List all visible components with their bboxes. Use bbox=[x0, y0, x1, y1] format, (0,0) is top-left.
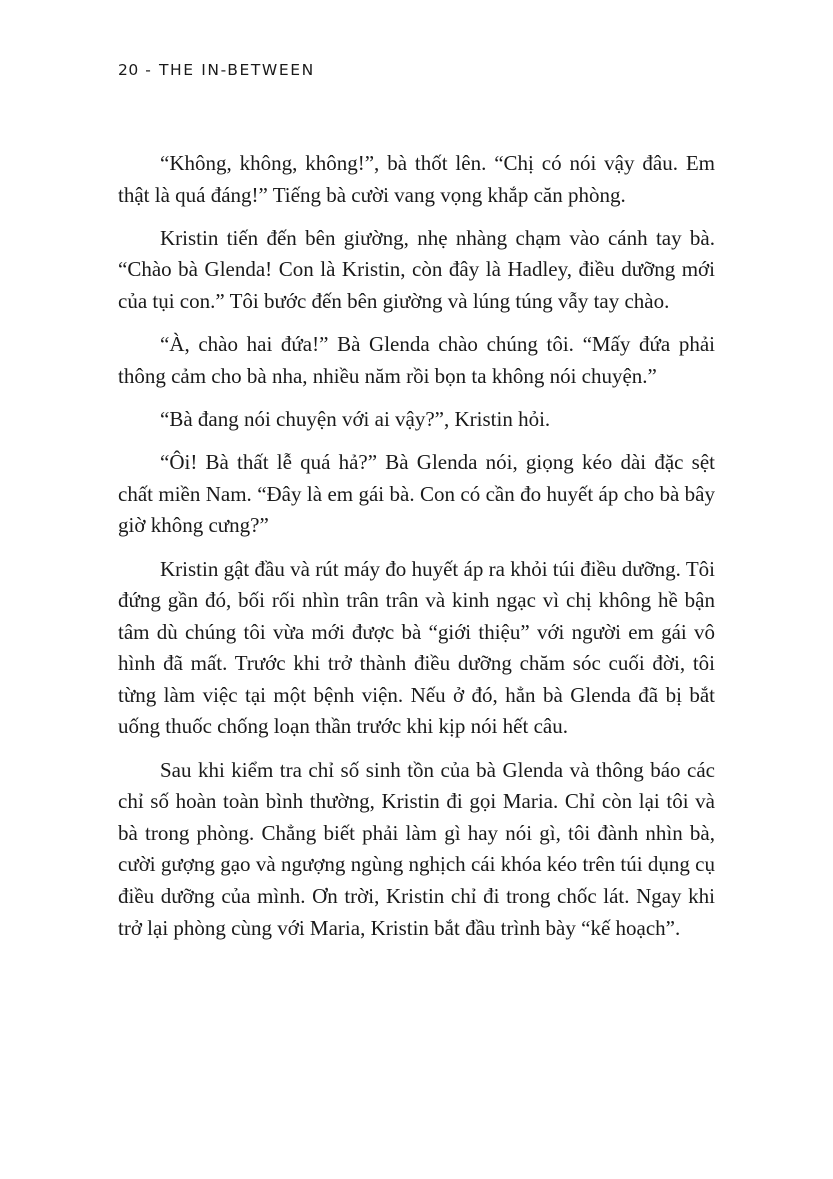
page-number: 20 bbox=[118, 61, 139, 79]
body-text bbox=[118, 148, 715, 956]
paragraph: “À, chào hai đứa!” Bà Glenda chào chúng tôi. “Mấy đứa phải thông cảm cho bà nha, nhiều năm rồi bọn ta không nói chuyện.” bbox=[118, 332, 715, 388]
paragraph: Sau khi kiểm tra chỉ số sinh tồn của bà Glenda và thông báo các chỉ số hoàn toàn bình thường, Kristin đi gọi Maria. Chỉ còn lại tôi và bà trong phòng. Chẳng biết phải làm gì hay nói gì, tôi đành nhìn bà, cười gượng gạo và ngượng ngùng nghịch cái khóa kéo trên túi dụng cụ điều dưỡng của mình. Ơn trời, Kristin chỉ đi trong chốc lát. Ngay khi trở lại phòng cùng với Maria, Kristin bắt đầu trình bày “kế hoạch”. bbox=[118, 757, 715, 940]
paragraph: “Ôi! Bà thất lễ quá hả?” Bà Glenda nói, giọng kéo dài đặc sệt chất miền Nam. “Đây là em gái bà. Con có cần đo huyết áp cho bà bây giờ không cưng?” bbox=[118, 450, 715, 538]
header-separator: - bbox=[138, 61, 159, 79]
paragraph: “Bà đang nói chuyện với ai vậy?”, Kristin hỏi. bbox=[160, 406, 551, 431]
paragraph: “Không, không, không!”, bà thốt lên. “Chị có nói vậy đâu. Em thật là quá đáng!” Tiếng bà cười vang vọng khắp căn phòng. bbox=[118, 151, 715, 207]
paragraph: Kristin tiến đến bên giường, nhẹ nhàng chạm vào cánh tay bà. “Chào bà Glenda! Con là Kristin, còn đây là Hadley, điều dưỡng mới của tụi con.” Tôi bước đến bên giường và lúng túng vẫy tay chào. bbox=[118, 225, 715, 313]
book-title: THE IN-BETWEEN bbox=[158, 61, 315, 79]
running-head bbox=[118, 61, 315, 79]
paragraph: Kristin gật đầu và rút máy đo huyết áp ra khỏi túi điều dưỡng. Tôi đứng gần đó, bối rối nhìn trân trân và kinh ngạc vì chị không hề bận tâm dù chúng tôi vừa mới được bà “giới thiệu” với người em gái vô hình đã mất. Trước khi trở thành điều dưỡng chăm sóc cuối đời, tôi từng làm việc tại một bệnh viện. Nếu ở đó, hẳn bà Glenda đã bị bắt uống thuốc chống loạn thần trước khi kịp nói hết câu. bbox=[118, 556, 715, 739]
